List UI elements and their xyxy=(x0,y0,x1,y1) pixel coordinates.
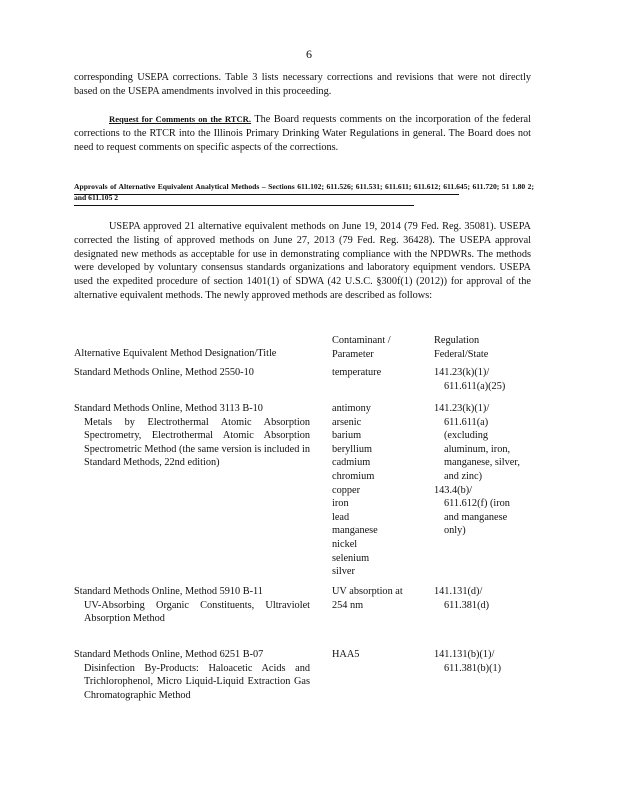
regulation-cell xyxy=(434,648,534,675)
section-heading-underline-2 xyxy=(74,205,414,206)
regulation-citation: and zinc) xyxy=(444,470,483,482)
regulation-citation: only) xyxy=(444,525,466,537)
comments-text: The Board requests comments on the incorporation of the federal corrections to the RTCR into the Illinois Primary Drinking Water Regulations in general. The Board does not need to request comments on specific aspects of the corrections. xyxy=(74,114,531,153)
method-designation: Standard Methods Online, Method 2550-10 xyxy=(74,367,254,378)
contaminant-cell xyxy=(332,648,416,662)
method-title: Disinfection By-Products: Haloacetic Acids and Trichlorophenol, Micro Liquid-Liquid Extraction Gas Chromatographic Method xyxy=(84,662,310,701)
header-regulation: Regulation Federal/State xyxy=(434,335,489,360)
method-designation: Standard Methods Online, Method 5910 B-11 xyxy=(74,586,263,597)
method-cell xyxy=(74,648,310,702)
method-cell xyxy=(74,585,310,626)
contaminant: arsenic xyxy=(332,416,362,428)
comments-paragraph xyxy=(74,113,531,154)
intro-paragraph: corresponding USEPA corrections. Table 3 lists necessary corrections and revisions that were not directly based on the USEPA amendments involved in this proceeding. xyxy=(74,72,531,97)
regulation-citation: manganese, silver, xyxy=(444,457,520,469)
contaminant: beryllium xyxy=(332,443,373,455)
method-designation: Standard Methods Online, Method 6251 B-07 xyxy=(74,649,264,660)
contaminant: manganese xyxy=(332,525,378,537)
regulation-citation: 611.611(a) xyxy=(444,416,489,428)
approval-paragraph: USEPA approved 21 alternative equivalent methods on June 19, 2014 (79 Fed. Reg. 35081). USEPA corrected the listing of approved methods on June 27, 2013 (79 Fed. Reg. 36428). The USEPA approval designated new methods as acceptable for use in demonstrating compliance with the NPDWRs. The methods were developed by voluntary consensus standards organizations and laboratory equipment vendors. USEPA used the expedited procedure of section 1401(1) of SDWA (42 U.S.C. §300f(1) (2012)) for approval of the alternative equivalent methods. The newly approved methods are described as follows: xyxy=(74,221,531,301)
contaminant: cadmium xyxy=(332,457,371,469)
contaminant: barium xyxy=(332,430,362,442)
regulation-citation: 141.131(b)(1)/ xyxy=(434,649,495,660)
regulation-citation: 143.4(b)/ xyxy=(434,484,473,496)
method-cell xyxy=(74,366,310,380)
regulation-citation: (excluding xyxy=(444,430,489,442)
contaminant: HAA5 xyxy=(332,649,360,660)
section-heading: Approvals of Alternative Equivalent Analytical Methods – Sections 611.102; 611.526; 611.531; 611.611; 611.612; 611.645; 611.720; 51 1.80 2; and 611.105 2 xyxy=(74,182,534,202)
contaminant-cell xyxy=(332,366,416,380)
header-contaminant: Contaminant / Parameter xyxy=(332,335,391,360)
contaminant-cell xyxy=(332,585,416,612)
contaminant: antimony xyxy=(332,403,371,414)
method-cell xyxy=(74,402,310,470)
contaminant: silver xyxy=(332,566,355,578)
regulation-citation: 611.381(b)(1) xyxy=(444,662,502,674)
contaminant: temperature xyxy=(332,367,382,378)
regulation-citation: 141.131(d)/ xyxy=(434,586,483,597)
regulation-citation: aluminum, iron, xyxy=(444,443,511,455)
contaminant: copper xyxy=(332,484,361,496)
regulation-cell xyxy=(434,585,534,612)
method-title: Metals by Electrothermal Atomic Absorption Spectrometry, Electrothermal Atomic Absorption Spectrometric Method (the same version is included in Standard Methods, 22nd edition) xyxy=(84,416,310,469)
contaminant: nickel xyxy=(332,538,358,550)
section-heading-underline xyxy=(74,194,459,195)
regulation-cell xyxy=(434,402,534,538)
contaminant: selenium xyxy=(332,552,370,564)
contaminant: chromium xyxy=(332,470,375,482)
regulation-citation: 611.611(a)(25) xyxy=(444,380,506,392)
regulation-citation: 611.612(f) (iron xyxy=(444,498,510,510)
regulation-citation: 141.23(k)(1)/ xyxy=(434,403,490,414)
page-number: 6 xyxy=(306,47,312,61)
regulation-citation: 611.381(d) xyxy=(444,599,490,611)
contaminant: lead xyxy=(332,511,350,523)
comments-heading: Request for Comments on the RTCR. xyxy=(109,114,252,124)
regulation-citation: and manganese xyxy=(444,511,508,523)
contaminant-cell xyxy=(332,402,416,579)
contaminant: UV absorption at 254 nm xyxy=(332,586,403,611)
method-title: UV-Absorbing Organic Constituents, Ultraviolet Absorption Method xyxy=(84,599,310,625)
regulation-citation: 141.23(k)(1)/ xyxy=(434,367,490,378)
regulation-cell xyxy=(434,366,534,393)
method-designation: Standard Methods Online, Method 3113 B-10 xyxy=(74,403,263,414)
contaminant: iron xyxy=(332,498,349,510)
header-method: Alternative Equivalent Method Designation/Title xyxy=(74,348,277,359)
